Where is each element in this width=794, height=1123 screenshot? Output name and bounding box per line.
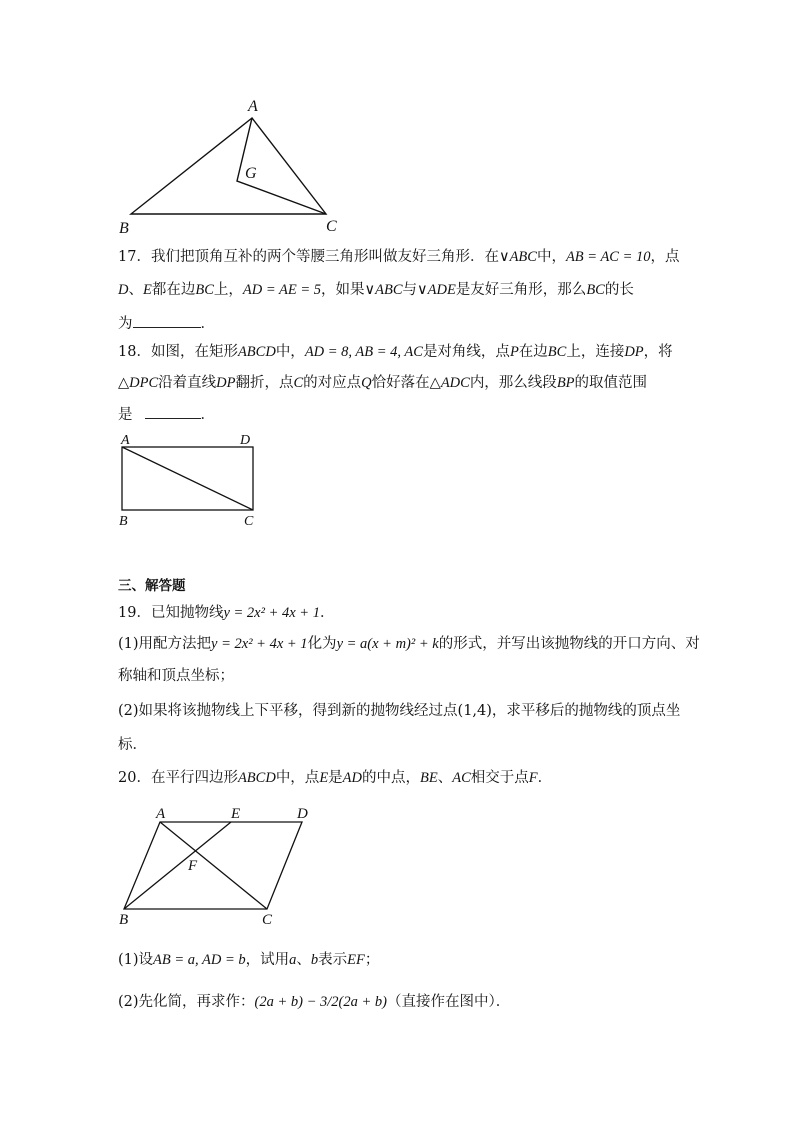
rectangle-abcd-lines [122,447,253,510]
q18-segment-dp: DP [216,375,236,391]
q17-math-ad-ae: AD = AE = 5 [242,282,321,298]
q17-answer-blank[interactable] [133,313,201,328]
q17-segment-bc: BC [195,282,214,298]
q18-text: 内，那么线段 [469,375,557,391]
q18-segment-bp: BP [556,375,575,391]
q20-text: ； [364,952,380,968]
q17-text: ，如果∨ [320,282,376,298]
q20-text: 是 [328,770,343,786]
q20-segment-ad: AD [342,770,363,786]
q18-text: 的对应点 [303,375,362,391]
q18-point-p: P [509,344,519,360]
q18-text: 18．如图，在矩形 [118,344,238,360]
q17-point-e: E [142,282,152,298]
q18-text: 是 [118,407,133,423]
q18-text: 是对角线，点 [422,344,510,360]
fig2-label-a: A [121,433,130,448]
q19-line-5 [118,735,678,755]
fig3-label-d: D [297,806,308,822]
q20-text: 、 [296,952,311,968]
fig2-label-d: D [240,433,251,448]
q19-text: ． [319,605,335,621]
fig1-label-a: A [248,98,258,115]
q19-math-vertex-form: y = a(x + m)² + k [336,636,439,652]
fig3-label-a: A [156,806,166,822]
q20-text: ． [537,770,553,786]
q20-vector-a: a [289,952,297,968]
parallelogram-abcd-lines [124,822,302,909]
q18-rect-abcd: ABCD [237,344,276,360]
q18-math-dims: AD = 8, AB = 4, AC [304,344,423,360]
q18-answer-blank[interactable] [145,404,201,419]
q17-text: 、 [128,282,143,298]
q20-text: 、 [437,770,453,786]
q17-text: 中， [536,249,566,265]
q18-text: 翻折，点 [235,375,294,391]
q20-point-e: E [319,770,329,786]
fig1-label-g: G [245,165,257,182]
q18-point-q: Q [361,375,372,391]
q17-line-2 [118,280,678,300]
q19-line-1 [118,603,678,623]
q17-triangle-ade: ADE [427,282,456,298]
q18-text: 在边 [518,344,548,360]
fig3-label-c: C [262,912,273,928]
q20-text: 的中点， [362,770,421,786]
section-title: 三、解答题 [118,578,186,594]
q20-text: ，试用 [245,952,290,968]
q18-text: 的取值范围 [574,375,648,391]
q19-text: 化为 [307,636,337,652]
q20-vector-ef: EF [347,952,365,968]
q20-line-1 [118,768,678,788]
q18-text: 恰好落在△ [371,375,441,391]
q17-line-3 [118,313,678,334]
fig1-label-b: B [119,220,129,237]
q18-triangle-dpc: DPC [129,375,159,391]
q17-triangle-abc: ABC [375,282,403,298]
q18-text: 中， [275,344,305,360]
q20-parallelogram-abcd: ABCD [237,770,276,786]
q17-segment-bc: BC [586,282,605,298]
q20-math-vectors: AB = a, AD = b [153,952,246,968]
q20-text: (2)先化简，再求作： [118,994,255,1010]
q18-text: 沿着直线 [158,375,217,391]
q19-text: 的形式，并写出该抛物线的开口方向、对 [438,636,700,652]
q17-triangle-abc: ABC [509,249,537,265]
q18-triangle-adc: ADC [440,375,470,391]
fig3-label-b: B [119,912,129,928]
q18-segment-bc: BC [547,344,567,360]
q19-text: 称轴和顶点坐标； [118,668,234,684]
q19-line-2 [118,634,700,654]
q19-text: (2)如果将该抛物线上下平移，得到新的抛物线经过点 [118,703,458,719]
q18-segment-dp: DP [624,344,644,360]
q17-text: ． [200,316,215,332]
q17-math-ab-ac: AB = AC = 10 [565,249,651,265]
fig2-label-c: C [244,514,254,529]
q17-point-d: D [118,282,129,298]
q18-text: ． [200,407,215,423]
q20-text: （直接作在图中）． [387,994,511,1010]
q19-math-parabola: y = 2x² + 4x + 1 [223,605,320,621]
q20-text: (1)设 [118,952,154,968]
q19-text: ，求平移后的抛物线的顶点坐 [491,703,681,719]
fig1-label-c: C [326,218,337,235]
q20-text: 中，点 [275,770,320,786]
triangle-abc-lines [131,118,326,214]
q18-text: 上，连接 [566,344,625,360]
q20-sub-1 [118,950,678,970]
q20-text: 20．在平行四边形 [118,770,238,786]
q17-text: 都在边 [151,282,196,298]
q20-sub-2 [118,992,678,1012]
fig3-label-f: F [188,858,198,874]
q17-text: 是友好三角形，那么 [455,282,587,298]
q20-text: 相交于点 [470,770,529,786]
q17-line-1 [118,247,678,267]
q17-text: ，点 [650,249,680,265]
q20-segment-be: BE [420,770,438,786]
q18-text: ，将 [643,344,673,360]
q18-text: △ [118,375,130,391]
q18-line-1 [118,342,678,362]
q19-line-4 [118,701,681,721]
q19-math-point: (1,4) [457,703,492,719]
q18-line-2 [118,373,678,393]
fig3-label-e: E [231,806,241,822]
q17-text: 为 [118,316,133,332]
q17-text: 的长 [604,282,634,298]
q20-math-expression: (2a + b) − 3/2(2a + b) [254,994,387,1010]
q20-segment-ac: AC [452,770,471,786]
q19-text: 19．已知抛物线 [118,605,224,621]
q17-text: 上， [213,282,243,298]
fig2-label-b: B [119,514,128,529]
q18-point-c: C [293,375,304,391]
q19-text: (1)用配方法把 [118,636,212,652]
q19-line-3 [118,666,678,686]
q17-text: 与∨ [402,282,428,298]
q19-math-parabola: y = 2x² + 4x + 1 [211,636,308,652]
q18-line-3 [118,404,678,425]
q20-vector-b: b [310,952,319,968]
q19-text: 标． [118,737,147,753]
q17-text: 17．我们把顶角互补的两个等腰三角形叫做友好三角形．在∨ [118,249,510,265]
q20-text: 表示 [318,952,348,968]
q20-point-f: F [528,770,538,786]
